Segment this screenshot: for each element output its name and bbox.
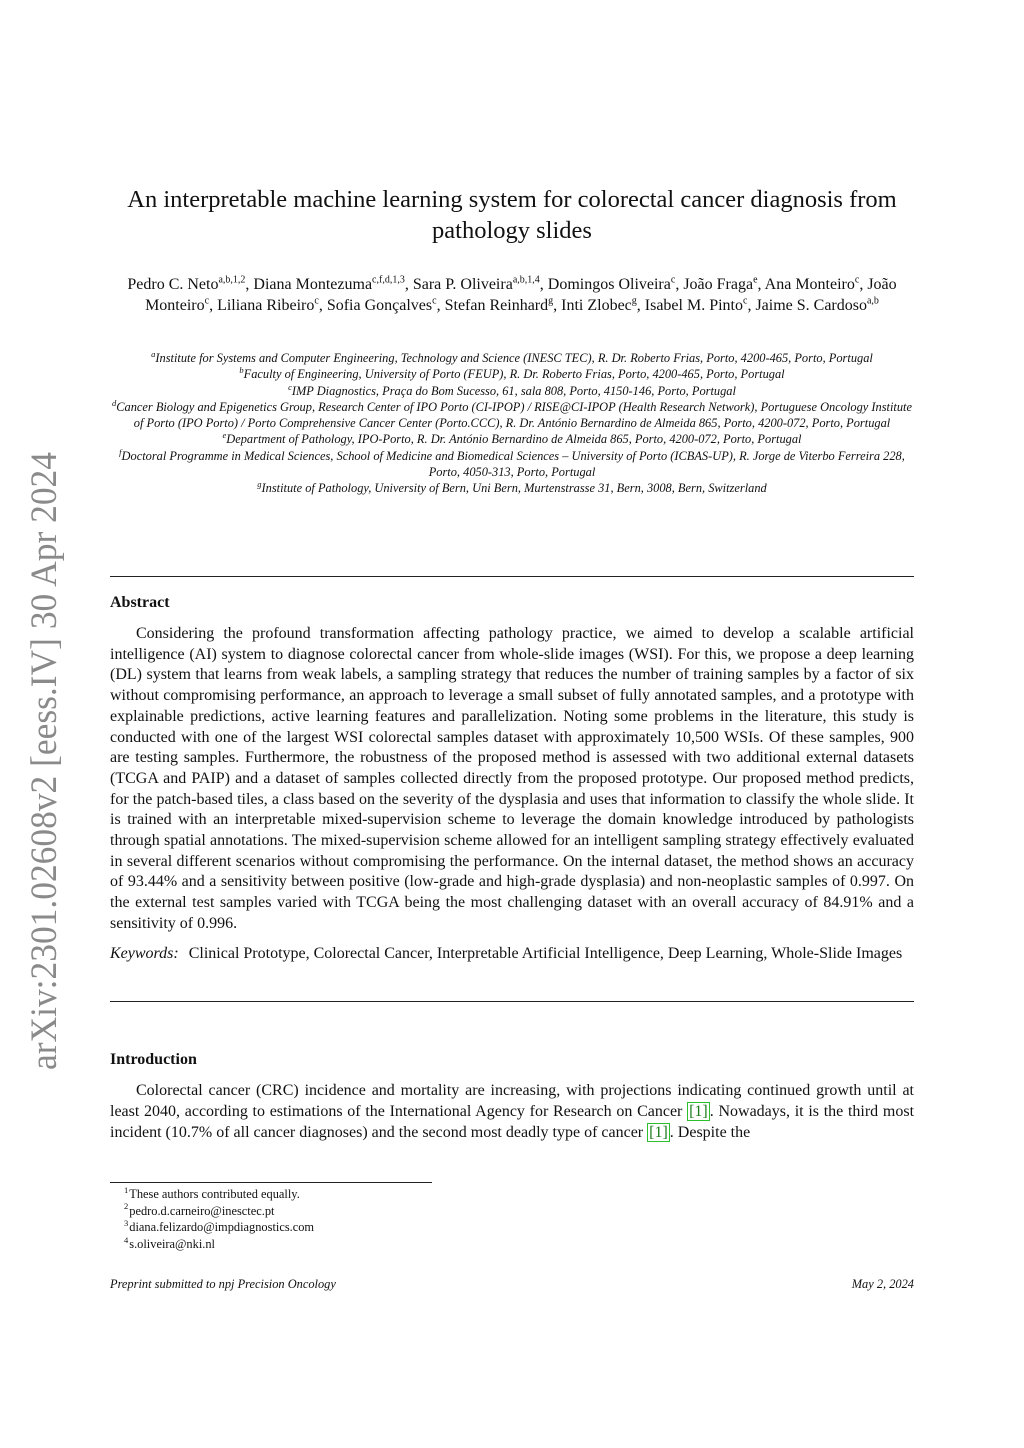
author-affiliation-marks: c	[742, 295, 748, 307]
affiliation-key: a	[151, 348, 156, 359]
keywords-text: Clinical Prototype, Colorectal Cancer, Interpretable Artificial Intelligence, Deep Learning, Whole-Slide Images	[188, 945, 903, 962]
keywords	[110, 944, 914, 965]
author-affiliation-marks: c	[854, 274, 860, 286]
author-name: João Fraga	[683, 276, 754, 293]
footnote-item	[124, 1236, 314, 1253]
affiliation-key: e	[222, 430, 227, 441]
abstract-heading: Abstract	[110, 594, 170, 611]
footer-date: May 2, 2024	[851, 1277, 914, 1291]
author-name: Domingos Oliveira	[547, 276, 671, 293]
affiliation-item	[110, 350, 914, 366]
affiliation-key: d	[112, 397, 117, 408]
footnote-text: diana.felizardo@impdiagnostics.com	[129, 1220, 315, 1235]
abstract-body: Considering the profound transformation affecting pathology practice, we aimed to develop a scalable artificial intelligence (AI) system to diagnose colorectal cancer from whole-slide images (WSI). For this, we propose a deep learning (DL) system that learns from weak labels, a sampling strategy that reduces the number of training samples by a factor of six without compromising performance, an approach to leverage a small subset of fully annotated samples, and a prototype with explainable predictions, active learning features and parallelization. Noting some problems in the literature, this study is conducted with one of the largest WSI colorectal samples dataset with approximately 10,500 WSIs. Of these samples, 900 are testing samples. Furthermore, the robustness of the proposed method is assessed with two additional external datasets (TCGA and PAIP) and a dataset of samples collected directly from the proposed prototype. Our proposed method predicts, for the patch-based tiles, a class based on the severity of the dysplasia and uses that information to classify the whole slide. It is trained with an interpretable mixed-supervision scheme to leverage the domain knowledge introduced by pathologists through spatial annotations. The mixed-supervision scheme allowed for an intelligent sampling strategy effectively evaluated in several different scenarios without compromising the performance. On the internal dataset, the method shows an accuracy of 93.44% and a sensitivity between positive (low-grade and high-grade dysplasia) and non-neoplastic samples of 0.997. On the external test samples varied with TCGA being the most challenging dataset with an overall accuracy of 84.91% and a sensitivity of 0.996.	[110, 625, 914, 932]
author-affiliation-marks: a,b,1,4	[512, 274, 540, 286]
citation-link[interactable]: [1]	[649, 1124, 668, 1141]
keywords-label: Keywords:	[110, 945, 179, 962]
affiliation-text: Cancer Biology and Epigenetics Group, Research Center of IPO Porto (CI-IPOP) / RISE@CI-IPOP (Health Research Network), Portuguese Oncology Institute of Porto (IPO Porto) / Porto Comprehensive Cancer Center (Porto.CCC), R. Dr. António Bernardino de Almeida 865, Porto, 4200-072, Porto, Portugal	[116, 399, 912, 431]
abstract-bottom-rule	[110, 1001, 914, 1002]
footnote-item	[124, 1203, 314, 1220]
author-affiliation-marks: c	[670, 274, 676, 286]
author-name: Stefan Reinhard	[444, 297, 549, 314]
footnote-number: 1	[124, 1184, 129, 1195]
footnote-text: pedro.d.carneiro@inesctec.pt	[129, 1203, 275, 1218]
author-name: Sofia Gonçalves	[326, 297, 433, 314]
abstract-top-rule	[110, 576, 914, 577]
footnote-text: s.oliveira@nki.nl	[129, 1236, 215, 1251]
affiliation-key: b	[239, 365, 244, 376]
author-name: João Monteiro	[145, 276, 897, 314]
introduction-heading: Introduction	[110, 1051, 197, 1068]
arxiv-id-text: arXiv:2301.02608v2 [eess.IV] 30 Apr 2024	[24, 424, 65, 1070]
author-affiliation-marks: c	[314, 295, 319, 307]
footnote-item	[124, 1186, 314, 1203]
author-affiliation-marks: g	[548, 295, 554, 307]
affiliation-item	[110, 399, 914, 432]
author-affiliation-marks: c	[204, 295, 210, 307]
author-name: Jaime S. Cardoso	[755, 297, 867, 314]
author-name: Ana Monteiro	[764, 276, 855, 293]
footnote-text: These authors contributed equally.	[129, 1187, 300, 1201]
footnote-item	[124, 1219, 314, 1236]
paper-title: An interpretable machine learning system for colorectal cancer diagnosis from pathology slides	[127, 186, 897, 244]
author-name: Inti Zlobec	[561, 297, 632, 314]
footnote-number: 3	[124, 1218, 129, 1229]
affiliation-item	[110, 448, 914, 481]
author-affiliation-marks: e	[753, 274, 758, 286]
affiliation-text: Department of Pathology, IPO-Porto, R. Dr. António Bernardino de Almeida 865, Porto, 4200-072, Porto, Portugal	[226, 432, 802, 447]
author-name: Diana Montezuma	[253, 276, 373, 293]
author-affiliation-marks: c	[432, 295, 437, 307]
citation-link[interactable]: [1]	[689, 1103, 708, 1120]
author-list: Pedro C. Neto$^{a,b,1,2}$, Diana Montezuma$^{c,f,d,1,3}$, Sara P. Oliveira$^{a,b,1,4}$, Domingos Oliveira$^c$, João Fraga$^e$, Ana Monteiro$^c$, João Monteiro$^c$, Liliana Ribeiro$^c$, Sofia Gonçalves$^c$, Stefan Reinhard$^g$, Inti Zlobec$^g$, Isabel M. Pinto$^c$, Jaime S. Cardoso$^{a,b}$	[127, 274, 897, 314]
intro-text-part: . Nowadays, it is the third most incident (10.7% of all cancer diagnoses) and the second most deadly type of cancer	[110, 1103, 915, 1141]
arxiv-identifier	[24, 424, 68, 1070]
author-affiliation-marks: g	[631, 295, 637, 307]
affiliation-item	[110, 431, 914, 447]
author-name: Sara P. Oliveira	[412, 276, 513, 293]
author-affiliation-marks: c,f,d,1,3	[372, 274, 405, 286]
affiliation-key: g	[257, 479, 262, 490]
intro-text-part: . Despite the	[669, 1124, 751, 1141]
footer-venue: Preprint submitted to npj Precision Oncology	[110, 1277, 336, 1291]
affiliation-text: Doctoral Programme in Medical Sciences, School of Medicine and Biomedical Sciences – University of Porto (ICBAS-UP), R. Jorge de Viterbo Ferreira 228, Porto, 4050-313, Porto, Portugal	[121, 448, 905, 480]
author-affiliation-marks: a,b	[866, 295, 879, 307]
author-name: Liliana Ribeiro	[217, 297, 315, 314]
footnote-list	[124, 1186, 314, 1252]
affiliation-item	[110, 480, 914, 496]
affiliation-text: Institute for Systems and Computer Engineering, Technology and Science (INESC TEC), R. Dr. Roberto Frias, Porto, 4200-465, Porto, Portugal	[155, 351, 873, 365]
affiliation-text: IMP Diagnostics, Praça do Bom Sucesso, 61, sala 808, Porto, 4150-146, Porto, Portugal	[291, 383, 736, 398]
affiliation-key: f	[119, 446, 122, 457]
affiliation-text: Faculty of Engineering, University of Porto (FEUP), R. Dr. Roberto Frias, Porto, 4200-465, Porto, Portugal	[243, 367, 785, 382]
affiliation-text: Institute of Pathology, University of Bern, Uni Bern, Murtenstrasse 31, Bern, 3008, Bern, Switzerland	[261, 481, 767, 496]
affiliation-item	[110, 366, 914, 382]
footnote-number: 2	[124, 1201, 129, 1212]
footnote-number: 4	[124, 1234, 129, 1245]
author-name: Pedro C. Neto	[127, 276, 219, 293]
author-affiliation-marks: a,b,1,2	[218, 274, 246, 286]
affiliation-key: c	[288, 381, 292, 392]
footnote-rule	[110, 1182, 432, 1183]
affiliation-list	[110, 350, 914, 497]
intro-text-part: Colorectal cancer (CRC) incidence and mortality are increasing, with projections indicating continued growth until at least 2040, according to estimations of the International Agency for Research on Cancer	[110, 1082, 914, 1120]
affiliation-item	[110, 383, 914, 399]
introduction-body	[110, 1080, 914, 1143]
author-name: Isabel M. Pinto	[644, 297, 743, 314]
